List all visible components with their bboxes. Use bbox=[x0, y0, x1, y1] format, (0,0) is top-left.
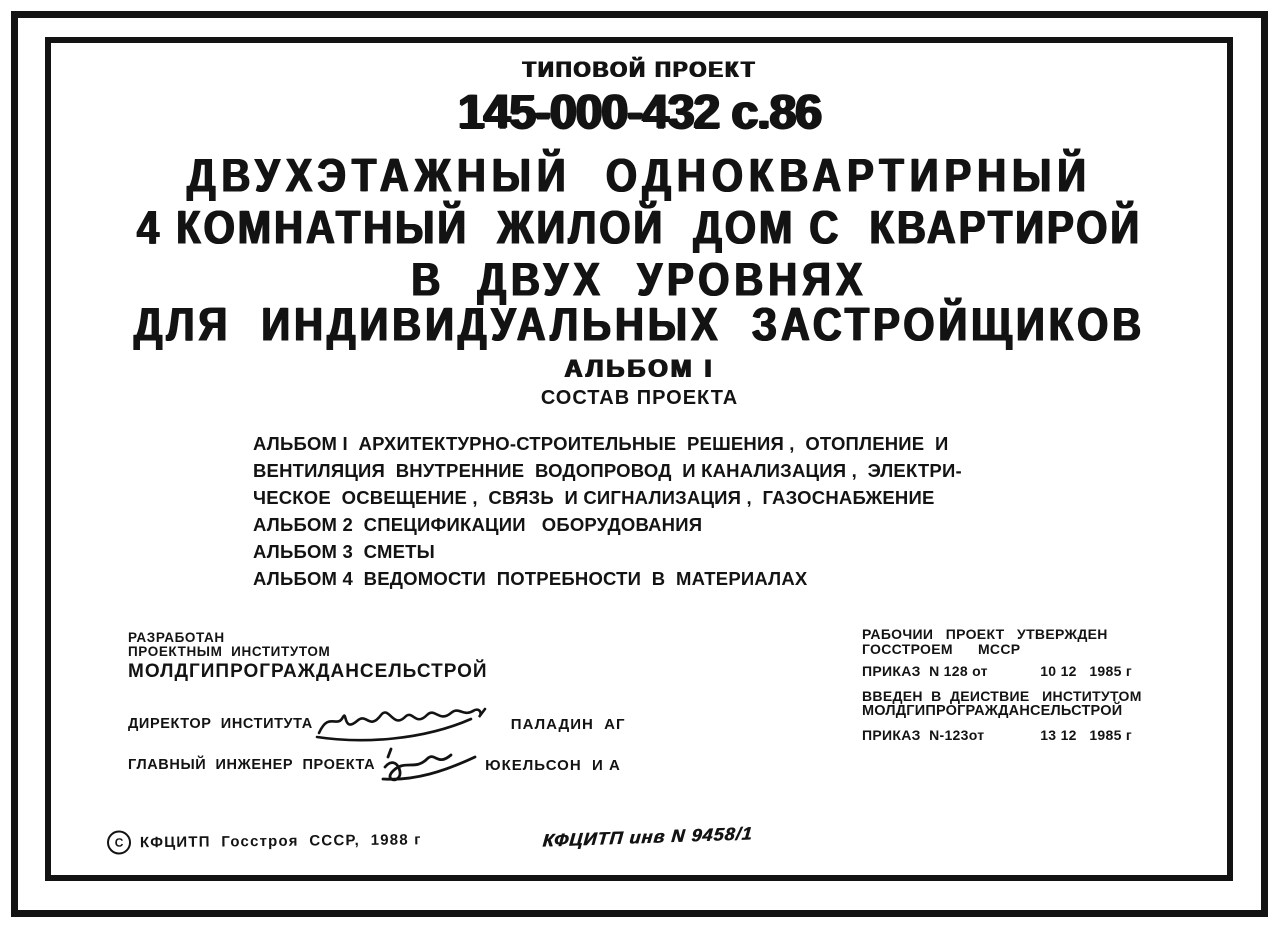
contents-line: АЛЬБОМ 3 СМЕТЫ bbox=[253, 541, 435, 562]
title-line-1: ДВУХЭТАЖНЫЙ ОДНОКВАРТИРНЫЙ bbox=[187, 150, 1092, 202]
contents-line: АЛЬБОМ 2 СПЕЦИФИКАЦИИ ОБОРУДОВАНИЯ bbox=[253, 514, 703, 535]
copyright-icon: С bbox=[107, 830, 131, 854]
project-number: 145-000-432 с.86 bbox=[458, 86, 821, 139]
contents-line: АЛЬБОМ 4 ВЕДОМОСТИ ПОТРЕБНОСТИ В МАТЕРИАЛАХ bbox=[253, 568, 808, 589]
approval-order-2 bbox=[862, 728, 1132, 743]
director-name: ПАЛАДИН АГ bbox=[510, 715, 626, 733]
approval-order-1 bbox=[862, 664, 1132, 679]
contents-line: АЛЬБОМ I АРХИТЕКТУРНО-СТРОИТЕЛЬНЫЕ РЕШЕНИЯ , ОТОПЛЕНИЕ И bbox=[253, 433, 949, 454]
engineer-signature-icon bbox=[375, 745, 485, 785]
order-2-label: ПРИКАЗ N-123от bbox=[862, 727, 985, 743]
director-signature-row bbox=[128, 703, 625, 745]
engineer-signature-row bbox=[128, 745, 625, 785]
title-line-2: 4 КОМНАТНЫЙ ЖИЛОЙ ДОМ С КВАРТИРОЙ bbox=[136, 202, 1143, 254]
contents-line: ВЕНТИЛЯЦИЯ ВНУТРЕННИЕ ВОДОПРОВОД И КАНАЛИЗАЦИЯ , ЭЛЕКТРИ- bbox=[253, 460, 962, 481]
engineer-name: ЮКЕЛЬСОН И А bbox=[485, 756, 621, 774]
title-line-3: В ДВУХ УРОВНЯХ bbox=[411, 254, 868, 306]
developed-by-label: РАЗРАБОТАН bbox=[128, 630, 225, 645]
album-label: АЛЬБОМ I bbox=[564, 355, 715, 383]
approval-line-3: ВВЕДЕН В ДЕИСТВИЕ ИНСТИТУТОМ bbox=[862, 688, 1142, 704]
engineer-label: ГЛАВНЫЙ ИНЖЕНЕР ПРОЕКТА bbox=[128, 757, 376, 773]
developer-organization: МОЛДГИПРОГРАЖДАНСЕЛЬСТРОЙ bbox=[128, 661, 488, 682]
developer-block bbox=[128, 631, 625, 785]
order-1-label: ПРИКАЗ N 128 от bbox=[862, 663, 988, 679]
contents-line: ЧЕСКОЕ ОСВЕЩЕНИЕ , СВЯЗЬ И СИГНАЛИЗАЦИЯ , ГАЗОСНАБЖЕНИЕ bbox=[253, 487, 935, 508]
design-institute-label: ПРОЕКТНЫМ ИНСТИТУТОМ bbox=[128, 644, 331, 659]
series-label: ТИПОВОЙ ПРОЕКТ bbox=[522, 57, 757, 82]
approval-block bbox=[862, 626, 1142, 743]
director-signature-icon bbox=[313, 703, 511, 745]
approval-line-2: ГОССТРОЕМ МССР bbox=[862, 641, 1021, 657]
order-1-date: 10 12 1985 г bbox=[1040, 663, 1132, 679]
order-2-date: 13 12 1985 г bbox=[1040, 727, 1132, 743]
inventory-number: КФЦИТП инв N 9458/1 bbox=[541, 823, 754, 851]
album-subtitle: СОСТАВ ПРОЕКТА bbox=[540, 387, 739, 409]
approval-organization: МОЛДГИПРОГРАЖДАНСЕЛЬСТРОЙ bbox=[862, 703, 1123, 719]
approval-line-1: РАБОЧИИ ПРОЕКТ УТВЕРЖДЕН bbox=[862, 626, 1108, 642]
director-label: ДИРЕКТОР ИНСТИТУТА bbox=[128, 716, 313, 732]
copyright-line bbox=[107, 827, 422, 854]
contents-list bbox=[253, 430, 962, 592]
copyright-text: КФЦИТП Госстроя СССР, 1988 г bbox=[139, 830, 422, 851]
title-line-4: ДЛЯ ИНДИВИДУАЛЬНЫХ ЗАСТРОЙЩИКОВ bbox=[133, 299, 1146, 351]
